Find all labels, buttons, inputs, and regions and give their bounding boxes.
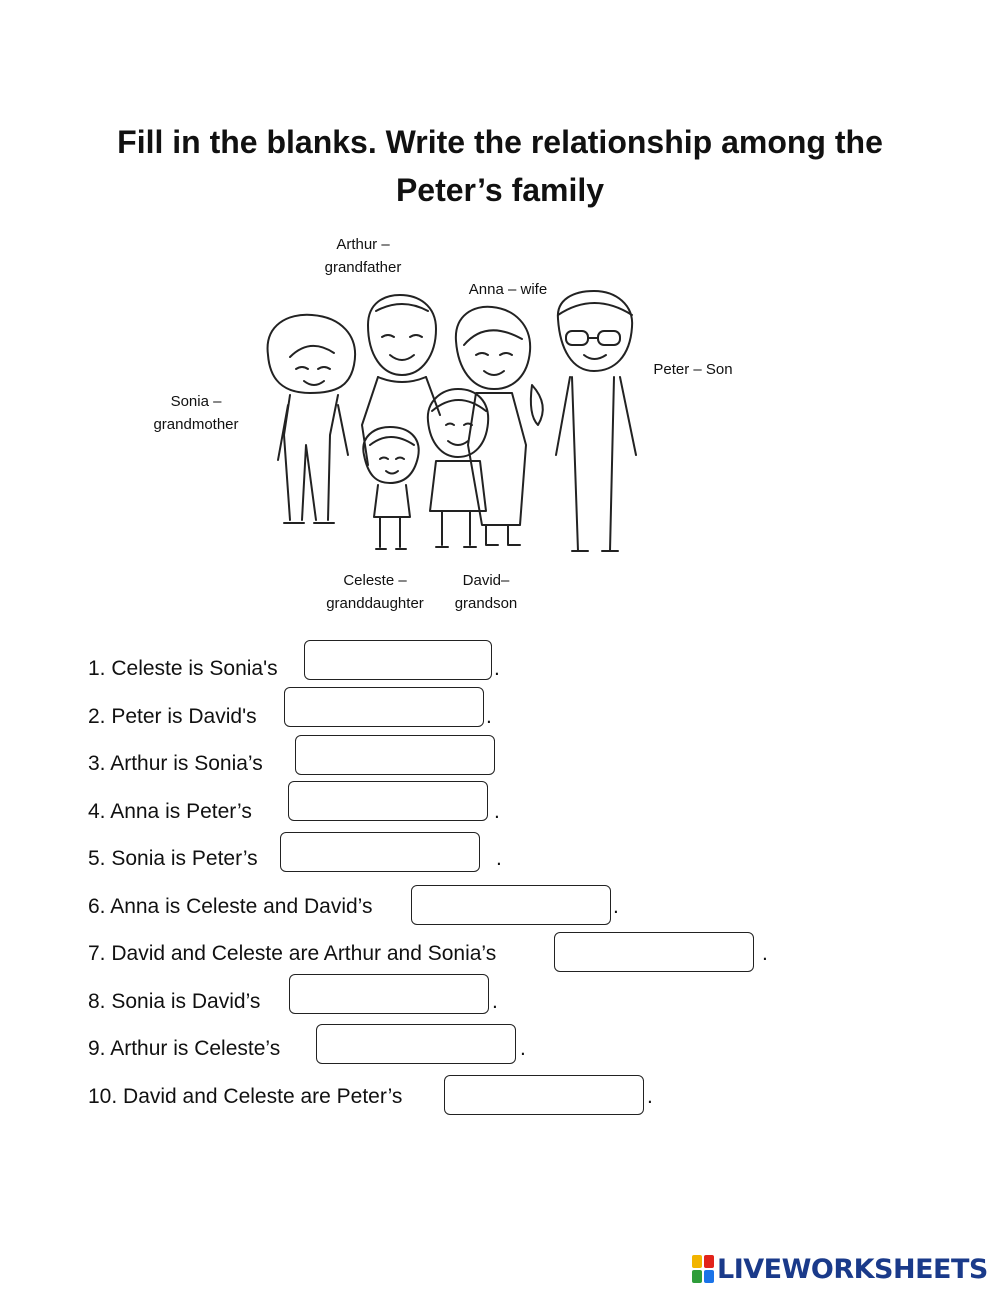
label-peter (648, 358, 738, 381)
answer-box-9[interactable] (316, 1024, 516, 1064)
label-line: Peter – Son (653, 361, 733, 378)
answer-box-3[interactable] (295, 735, 495, 775)
label-sonia (142, 390, 250, 436)
question-9: 9. Arthur is Celeste’s (88, 1037, 281, 1060)
answer-box-5[interactable] (280, 832, 480, 872)
question-1: 1. Celeste is Sonia's (88, 657, 278, 680)
question-7: 7. David and Celeste are Arthur and Sonia’s (88, 942, 497, 965)
question-3: 3. Arthur is Sonia’s (88, 752, 263, 775)
label-line: grandson (454, 595, 518, 612)
question-end: . (486, 705, 492, 728)
question-6: 6. Anna is Celeste and David’s (88, 895, 373, 918)
liveworksheets-logo[interactable] (692, 1252, 988, 1286)
question-end: . (494, 657, 500, 680)
label-arthur (318, 233, 408, 279)
question-4: 4. Anna is Peter’s (88, 800, 252, 823)
brand-name: LIVEWORKSHEETS (717, 1253, 988, 1285)
question-10: 10. David and Celeste are Peter’s (88, 1085, 403, 1108)
title-line-1: Fill in the blanks. Write the relationship among the (117, 124, 883, 160)
answer-box-8[interactable] (289, 974, 489, 1014)
answer-box-2[interactable] (284, 687, 484, 727)
question-8: 8. Sonia is David’s (88, 990, 261, 1013)
question-end: . (494, 800, 500, 823)
label-line: granddaughter (326, 595, 424, 612)
label-line: Arthur – (336, 236, 390, 253)
question-2: 2. Peter is David's (88, 705, 257, 728)
label-line: grandmother (153, 416, 239, 433)
logo-mark-icon (692, 1255, 714, 1283)
question-5: 5. Sonia is Peter’s (88, 847, 258, 870)
label-line: David– (462, 572, 510, 589)
answer-box-4[interactable] (288, 781, 488, 821)
title-line-2: Peter’s family (395, 172, 605, 208)
question-end: . (496, 847, 502, 870)
question-end: . (613, 895, 619, 918)
label-line: Anna – wife (468, 281, 548, 298)
family-illustration-icon (250, 285, 650, 565)
answer-box-1[interactable] (304, 640, 492, 680)
question-end: . (647, 1085, 653, 1108)
label-line: Sonia – (170, 393, 222, 410)
question-end: . (762, 942, 768, 965)
label-david (448, 569, 524, 615)
label-line: grandfather (324, 259, 402, 276)
label-line: Celeste – (343, 572, 407, 589)
answer-box-7[interactable] (554, 932, 754, 972)
question-end: . (520, 1037, 526, 1060)
answer-box-6[interactable] (411, 885, 611, 925)
question-end: . (492, 990, 498, 1013)
answer-box-10[interactable] (444, 1075, 644, 1115)
worksheet-title (80, 118, 920, 214)
label-celeste (315, 569, 435, 615)
label-anna (460, 278, 556, 301)
